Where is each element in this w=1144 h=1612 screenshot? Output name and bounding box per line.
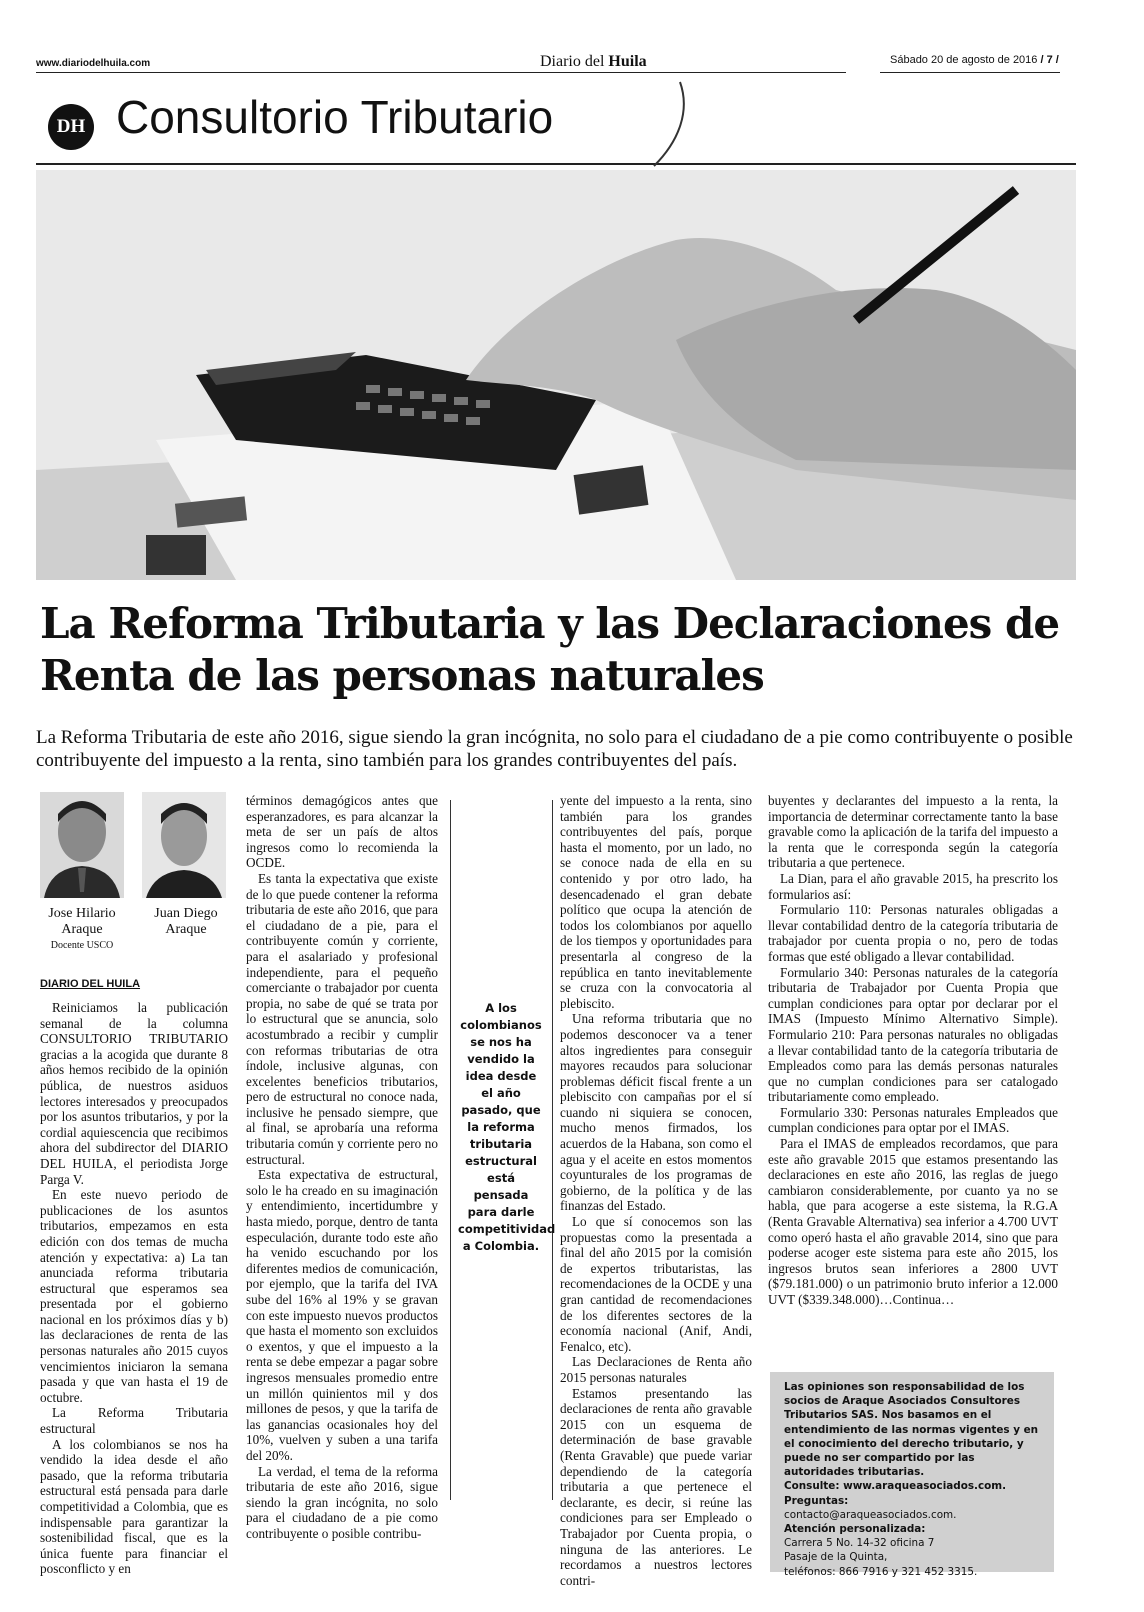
- column-3: [560, 793, 752, 1588]
- header-rule-left: [36, 72, 846, 73]
- notice-phones: teléfonos: 866 7916 y 321 452 3315.: [784, 1565, 978, 1578]
- author-1-name-1: Jose Hilario: [48, 906, 116, 921]
- col3-subhead: Las Declaraciones de Renta año 2015 personas naturales: [560, 1354, 752, 1385]
- author-1: [30, 906, 134, 954]
- column-2: [246, 793, 438, 1542]
- dh-logo: DH: [48, 104, 94, 150]
- pull-quote: A los colombianos se nos ha vendido la idea desde el año pasado, que la reforma tributaria estructural está pensada para darle competitividad a Colombia.: [458, 1001, 556, 1253]
- calculator-hand-illustration: [36, 170, 1076, 580]
- col2-p1: términos demagógicos antes que esperanzadores, es para alcanzar la meta de ser un país de altos ingresos como lo recomienda la OCDE.: [246, 793, 438, 871]
- notice-text: Las opiniones son responsabilidad de los socios de Araque Asociados Consultores Tributarios SAS. Nos basamos en el entendimiento de las normas vigentes y en el conocimiento del derecho tributario, y puede no ser compartido por las autoridades tributarias.: [784, 1381, 1039, 1479]
- col4-p2: La Dian, para el año gravable 2015, ha prescrito los formularios así:: [768, 870, 1058, 902]
- notice-email[interactable]: contacto@araqueasociados.com.: [784, 1508, 957, 1521]
- col1-p1: Reiniciamos la publicación semanal de la columna CONSULTORIO TRIBUTARIO gracias a la acogida que durante 8 años hemos recibido de la opinión pública, de nuestros asiduos lectores interesados y preocupados por los asuntos tributarios, y por la cordial aquiescencia que recibimos ahora del subdirector del DIARIO DEL HUILA, el periodista Jorge Parga V.: [40, 1000, 228, 1187]
- author-1-name-2: Araque: [61, 922, 103, 937]
- col4-p6: Para el IMAS de empleados recordamos, que para este año gravable 2015 que estamos presentando las declaraciones en este año 2016, las reglas de juego cambiaron considerablemente, por cuanto ya no se habla, que para acogerse a este sistema, la R.G.A (Renta Gravable Alternativa) sea inferior a 4.700 UVT como operó hasta el año gravable 2014, sino que para poderse acoger este sistema para este año 2015, los ingresos brutos sean inferiores a 2800 UVT ($79.181.000) o un patrimonio bruto inferior a 12.000 UVT ($339.348.000)…Continua…: [768, 1136, 1058, 1307]
- newspaper-name: [540, 53, 647, 71]
- issue-date-text: Sábado 20 de agosto de 2016: [890, 54, 1038, 66]
- col3-p2: Una reforma tributaria que no podemos desconocer va a tener altos ingredientes para conseguir mayores recaudos para solucionar problemas déficit fiscal frente a un plebiscito con campañas por el sí cuando ni siquiera se conocen, mucho menos firmados, los acuerdos de la Habana, son como el agua y el aceite en estos momentos coyunturales de los programas de gobierno, de la política y de las finanzas del Estado.: [560, 1011, 752, 1214]
- author-2-name-2: Araque: [165, 922, 207, 937]
- author-photo-1: [40, 792, 124, 898]
- section-rule: [36, 163, 1076, 165]
- headline: La Reforma Tributaria y las Declaraciones de Renta de las personas naturales: [40, 599, 1060, 700]
- col3-p1: yente del impuesto a la renta, sino también para los grandes contribuyentes del país, porque hasta el momento, por un lado, no se conoce nada de ella en su contenido y por otro lado, ha desencadenado el gran debate político que ocupa la atención de todos los colombianos por aquello de los tiempos y oportunidades para presentarla al congreso de la república en tanto inevitablemente se cruza con la convocatoria al plebiscito.: [560, 793, 752, 1011]
- col4-p4: Formulario 340: Personas naturales de la categoría tributaria de Trabajador por Cuenta Propia que cumplan condiciones para optar por declarar por el IMAS (Impuesto Mínimo Alternativo Simple). Formulario 210: Para personas naturales no obligadas a llevar contabilidad tanto de la categoría tributaria de Empleados como para las demás personas naturales que no cumplan condiciones para ser catalogado tributariamente como empleado.: [768, 964, 1058, 1105]
- byline: DIARIO DEL HUILA: [40, 978, 141, 990]
- notice-attention-label: Atención personalizada:: [784, 1523, 926, 1536]
- notice-content: [784, 1380, 1042, 1579]
- section-title: Consultorio Tributario: [116, 91, 554, 143]
- avatar: [142, 792, 226, 898]
- col3-p4: Estamos presentando las declaraciones de renta año gravable 2015 con un esquema de determinación de base gravable (Renta Gravable) que puede variar dependiendo de la categoría tributaria a que pertenece el declarante, es decir, si reúne las condiciones para ser Empleado o Trabajador por Cuenta propia, o ninguna de las anteriores. Le recordamos a nuestros lectores contri-: [560, 1385, 752, 1588]
- col3-p3: Lo que sí conocemos son las propuestas como la presentada a final del año 2015 por la comisión de expertos tributaristas, las recomendaciones de la OCDE y una gran cantidad de recomendaciones de los diferentes sectores de la economía nacional (Anif, Andi, Fenalco, etc).: [560, 1214, 752, 1354]
- site-url: www.diariodelhuila.com: [36, 58, 151, 69]
- col2-p4: La verdad, el tema de la reforma tributaria de este año 2016, sigue siendo la gran incógnita, no solo para el ciudadano de a pie como contribuyente o posible contribu-: [246, 1463, 438, 1541]
- col1-subhead: La Reforma Tributaria estructural: [40, 1405, 228, 1437]
- notice-address-2: Pasaje de la Quinta,: [784, 1551, 888, 1564]
- column-rule-left: [450, 800, 451, 1500]
- column-rule-right: [552, 800, 553, 1500]
- newspaper-name-b: Huila: [608, 53, 647, 70]
- col1-p3: A los colombianos se nos ha vendido la idea desde el año pasado, que la reforma tributaria estructural está pensada para darle competitividad a Colombia, que es indispensable para garantizar la sostenibilidad fiscal, que es la única fuente para financiar el posconflicto y en: [40, 1436, 228, 1577]
- author-2: [134, 906, 238, 938]
- page-number: / 7 /: [1040, 54, 1059, 66]
- avatar: [40, 792, 124, 898]
- header-swoosh: [650, 80, 690, 168]
- column-4: [768, 793, 1058, 1308]
- col4-p3: Formulario 110: Personas naturales obligadas a llevar contabilidad dentro de la categoría tributaria de trabajador por cuenta propia o no, pero de todas formas que esté obligado a llevar contabilidad.: [768, 902, 1058, 964]
- column-1: [40, 1000, 228, 1577]
- col4-p5: Formulario 330: Personas naturales Empleados que cumplan condiciones para optar por el IMAS.: [768, 1104, 1058, 1136]
- notice-box: [770, 1372, 1054, 1578]
- author-2-name-1: Juan Diego: [154, 906, 218, 921]
- notice-address-1: Carrera 5 No. 14-32 oficina 7: [784, 1537, 935, 1550]
- notice-consult: Consulte: www.araqueasociados.com.: [784, 1480, 1007, 1493]
- issue-date: [890, 54, 1059, 66]
- header-rule-right: [880, 72, 1060, 73]
- col4-p1: buyentes y declarantes del impuesto a la renta, la importancia de determinar correctamente tanto la base gravable como la aplicación de la tarifa del impuesto a la renta que le corresponda según la categoría tributaria a que pertenece.: [768, 793, 1058, 871]
- col2-p2: Es tanta la expectativa que existe de lo que puede contener la reforma tributaria de este año 2016, que para el ciudadano de a pie, para el contribuyente común y corriente, para el asalariado y profesional independiente, para el pequeño comerciante o trabajador por cuenta propia, no sabe de qué se trata por lo estructural que se anuncia, solo acostumbrado a recibir y cumplir con reformas tributarias de otra índole, inclusive algunas, con excelentes beneficios tributarios, pero de estructural no conoce nada, inclusive he pensado siempre, que al final, se aprobaría una reforma tributaria común y corriente pero no estructural.: [246, 870, 438, 1167]
- notice-questions-label: Preguntas:: [784, 1494, 849, 1507]
- deck: La Reforma Tributaria de este año 2016, sigue siendo la gran incógnita, no solo para el ciudadano de a pie como contribuyente o posible contribuyente del impuesto a la renta, sino también para los grandes contribuyentes del país.: [36, 727, 1073, 771]
- author-photo-2: [142, 792, 226, 898]
- col2-p3: Esta expectativa de estructural, solo le ha creado en su imaginación y entendimiento, incertidumbre y hasta miedo, porque, dentro de tanta especulación, durante todo este año ha venido escuchando por los diferentes medios de comunicación, por ejemplo, que la tarifa del IVA sube del 16% al 19% y se gravan con este impuesto nuevos productos que hasta el momento son excluidos o exentos, y que el impuesto a la renta se debe empezar a pagar sobre ingresos mensuales promedio entre un millón quinientos mil y dos millones de pesos, y que la tarifa de las ganancias ocasionales hoy del 10%, vuelven y suben a una tarifa del 20%.: [246, 1167, 438, 1463]
- author-1-role: Docente USCO: [50, 940, 114, 951]
- article-photo: [36, 170, 1076, 580]
- col1-p2: En este nuevo periodo de publicaciones de los asuntos tributarios, empezamos en esta edición con dos temas de mucha atención y expectativa: a) La tan anunciada reforma tributaria estructural que esperamos sea presentada por el gobierno nacional en los próximos días y b) las declaraciones de renta de las personas naturales año 2015 cuyos vencimientos iniciaron la semana pasada y que van hasta el 19 de octubre.: [40, 1187, 228, 1405]
- newspaper-name-a: Diario del: [540, 53, 605, 70]
